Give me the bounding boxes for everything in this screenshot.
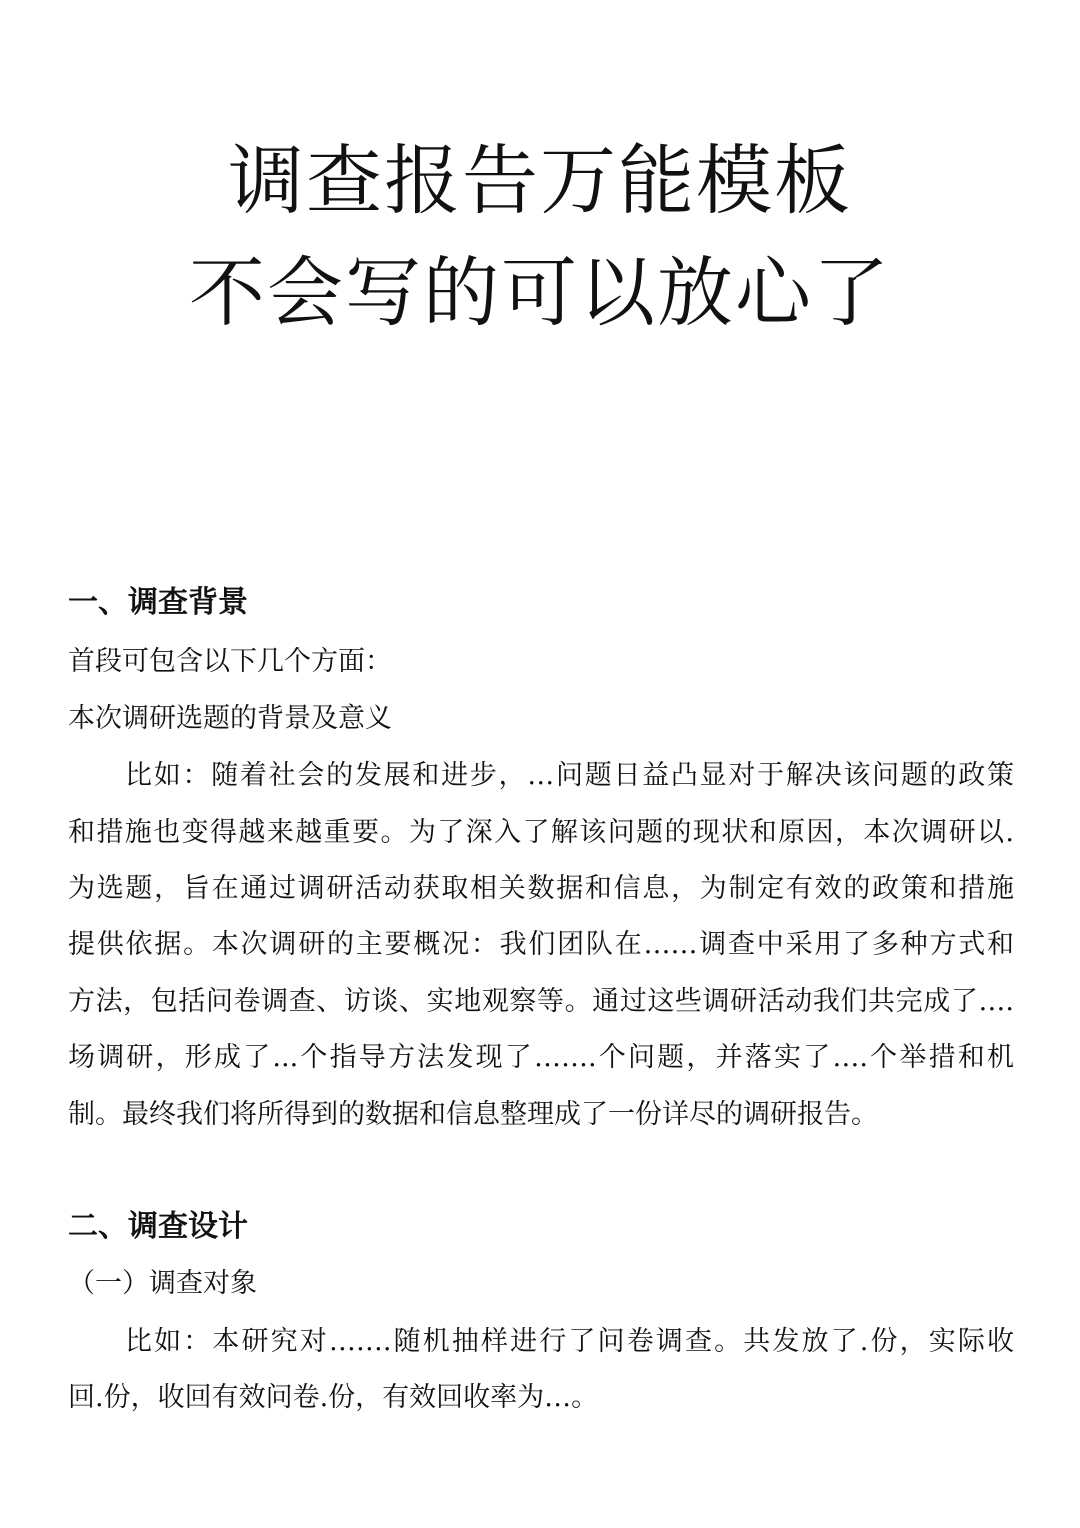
document-title-line-2: 不会写的可以放心了 [189,248,891,337]
section-topic-text: 本次调研选题的背景及意义 [68,703,392,734]
document-title-line-1: 调查报告万能模板 [228,136,852,225]
section-heading-design: 二、调查设计 [68,1209,248,1244]
paragraph-line: 方法，包括问卷调查、访谈、实地观察等。通过这些调研活动我们共完成了…. [68,986,1014,1017]
paragraph-line: 场调研，形成了...个指导方法发现了…….个问题，并落实了….个举措和机 [68,1042,1014,1073]
paragraph-line: 提供依据。本次调研的主要概况：我们团队在……调查中采用了多种方式和 [68,929,1014,960]
section-heading-background: 一、调查背景 [68,585,248,620]
paragraph-line: 制。最终我们将所得到的数据和信息整理成了一份详尽的调研报告。 [68,1099,878,1130]
paragraph-line: 比如：本研究对…….随机抽样进行了问卷调查。共发放了.份，实际收 [125,1326,1014,1357]
paragraph-line: 为选题，旨在通过调研活动获取相关数据和信息，为制定有效的政策和措施 [68,873,1014,904]
subsection-heading: （一）调查对象 [68,1268,257,1299]
paragraph-line: 比如：随着社会的发展和进步，…问题日益凸显对于解决该问题的政策 [125,760,1014,791]
paragraph-line: 和措施也变得越来越重要。为了深入了解该问题的现状和原因，本次调研以. [68,817,1014,848]
paragraph-line: 回.份，收回有效问卷.份，有效回收率为…。 [68,1382,599,1413]
section-intro-text: 首段可包含以下几个方面： [68,646,392,677]
